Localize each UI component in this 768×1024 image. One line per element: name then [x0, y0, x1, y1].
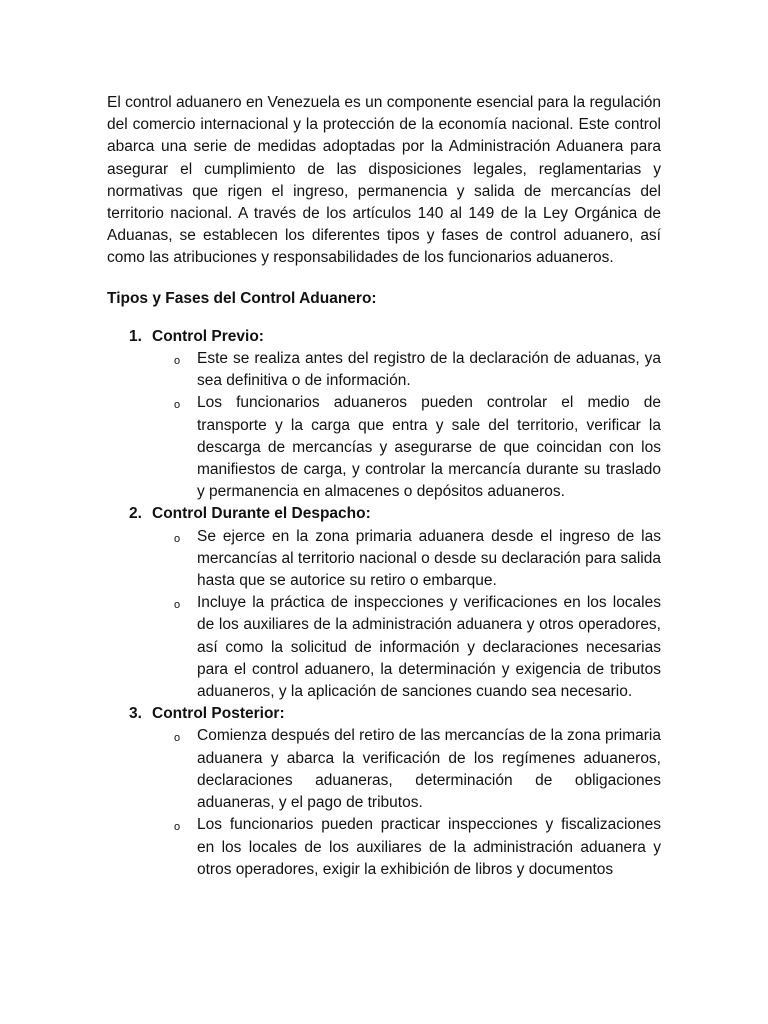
section-number: 3. [129, 705, 142, 723]
intro-paragraph: El control aduanero en Venezuela es un componente esencial para la regulación del comercio internacional y la protección de la economía nacional. Este control abarca una serie de medidas adoptadas por la Administración Aduanera para asegurar el cumplimiento de las disposiciones legales, reglamentarias y normativas que rigen el ingreso, permanencia y salida de mercancías del territorio nacional. A través de los artículos 140 al 149 de la Ley Orgánica de Aduanas, se establecen los diferentes tipos y fases de control aduanero, así como las atribuciones y responsabilidades de los funcionarios aduaneros. [107, 94, 661, 267]
bullet-item [107, 725, 661, 814]
section-number: 2. [129, 505, 142, 523]
section-number: 1. [129, 327, 142, 345]
bullet-circle-icon: o [174, 599, 181, 612]
section-title: Control Durante el Despacho: [152, 505, 371, 523]
section-control-previo [107, 326, 661, 504]
bullet-circle-icon: o [174, 355, 181, 368]
bullet-item [107, 592, 661, 703]
section-header [107, 503, 661, 525]
bullet-list [107, 725, 661, 880]
document-page [107, 92, 661, 881]
bullet-circle-icon: o [174, 399, 181, 412]
bullet-item [107, 348, 661, 392]
bullet-text: Este se realiza antes del registro de la declaración de aduanas, ya sea definitiva o de información. [197, 350, 661, 390]
section-heading: Tipos y Fases del Control Aduanero: [107, 289, 377, 307]
bullet-circle-icon: o [174, 532, 181, 545]
bullet-item [107, 392, 661, 503]
bullet-text: Se ejerce en la zona primaria aduanera desde el ingreso de las mercancías al territorio nacional o desde su declaración para salida hasta que se autorice su retiro o embarque. [197, 527, 661, 590]
bullet-text: Los funcionarios aduaneros pueden controlar el medio de transporte y la carga que entra y sale del territorio, verificar la descarga de mercancías y asegurarse de que coincidan con los manifiestos de carga, y controlar la mercancía durante su traslado y permanencia en almacenes o depósitos aduaneros. [197, 394, 661, 501]
bullet-text: Comienza después del retiro de las mercancías de la zona primaria aduanera y abarca la verificación de los regímenes aduaneros, declaraciones aduaneras, determinación de obligaciones aduaneras, y el pago de tributos. [197, 727, 661, 812]
bullet-circle-icon: o [174, 821, 181, 834]
bullet-circle-icon: o [174, 732, 181, 745]
bullet-list [107, 526, 661, 704]
section-title: Control Posterior: [152, 705, 285, 723]
bullet-item [107, 814, 661, 881]
section-header [107, 703, 661, 725]
control-types-list [107, 326, 661, 881]
section-header [107, 326, 661, 348]
bullet-text: Los funcionarios pueden practicar inspecciones y fiscalizaciones en los locales de los auxiliares de la administración aduanera y otros operadores, exigir la exhibición de libros y documentos [197, 816, 661, 878]
bullet-list [107, 348, 661, 503]
section-control-despacho [107, 503, 661, 703]
section-title: Control Previo: [152, 327, 264, 345]
bullet-item [107, 526, 661, 593]
section-control-posterior [107, 703, 661, 881]
bullet-text: Incluye la práctica de inspecciones y verificaciones en los locales de los auxiliares de la administración aduanera y otros operadores, así como la solicitud de información y declaraciones necesarias para el control aduanero, la determinación y exigencia de tributos aduaneros, y la aplicación de sanciones cuando sea necesario. [197, 594, 661, 701]
